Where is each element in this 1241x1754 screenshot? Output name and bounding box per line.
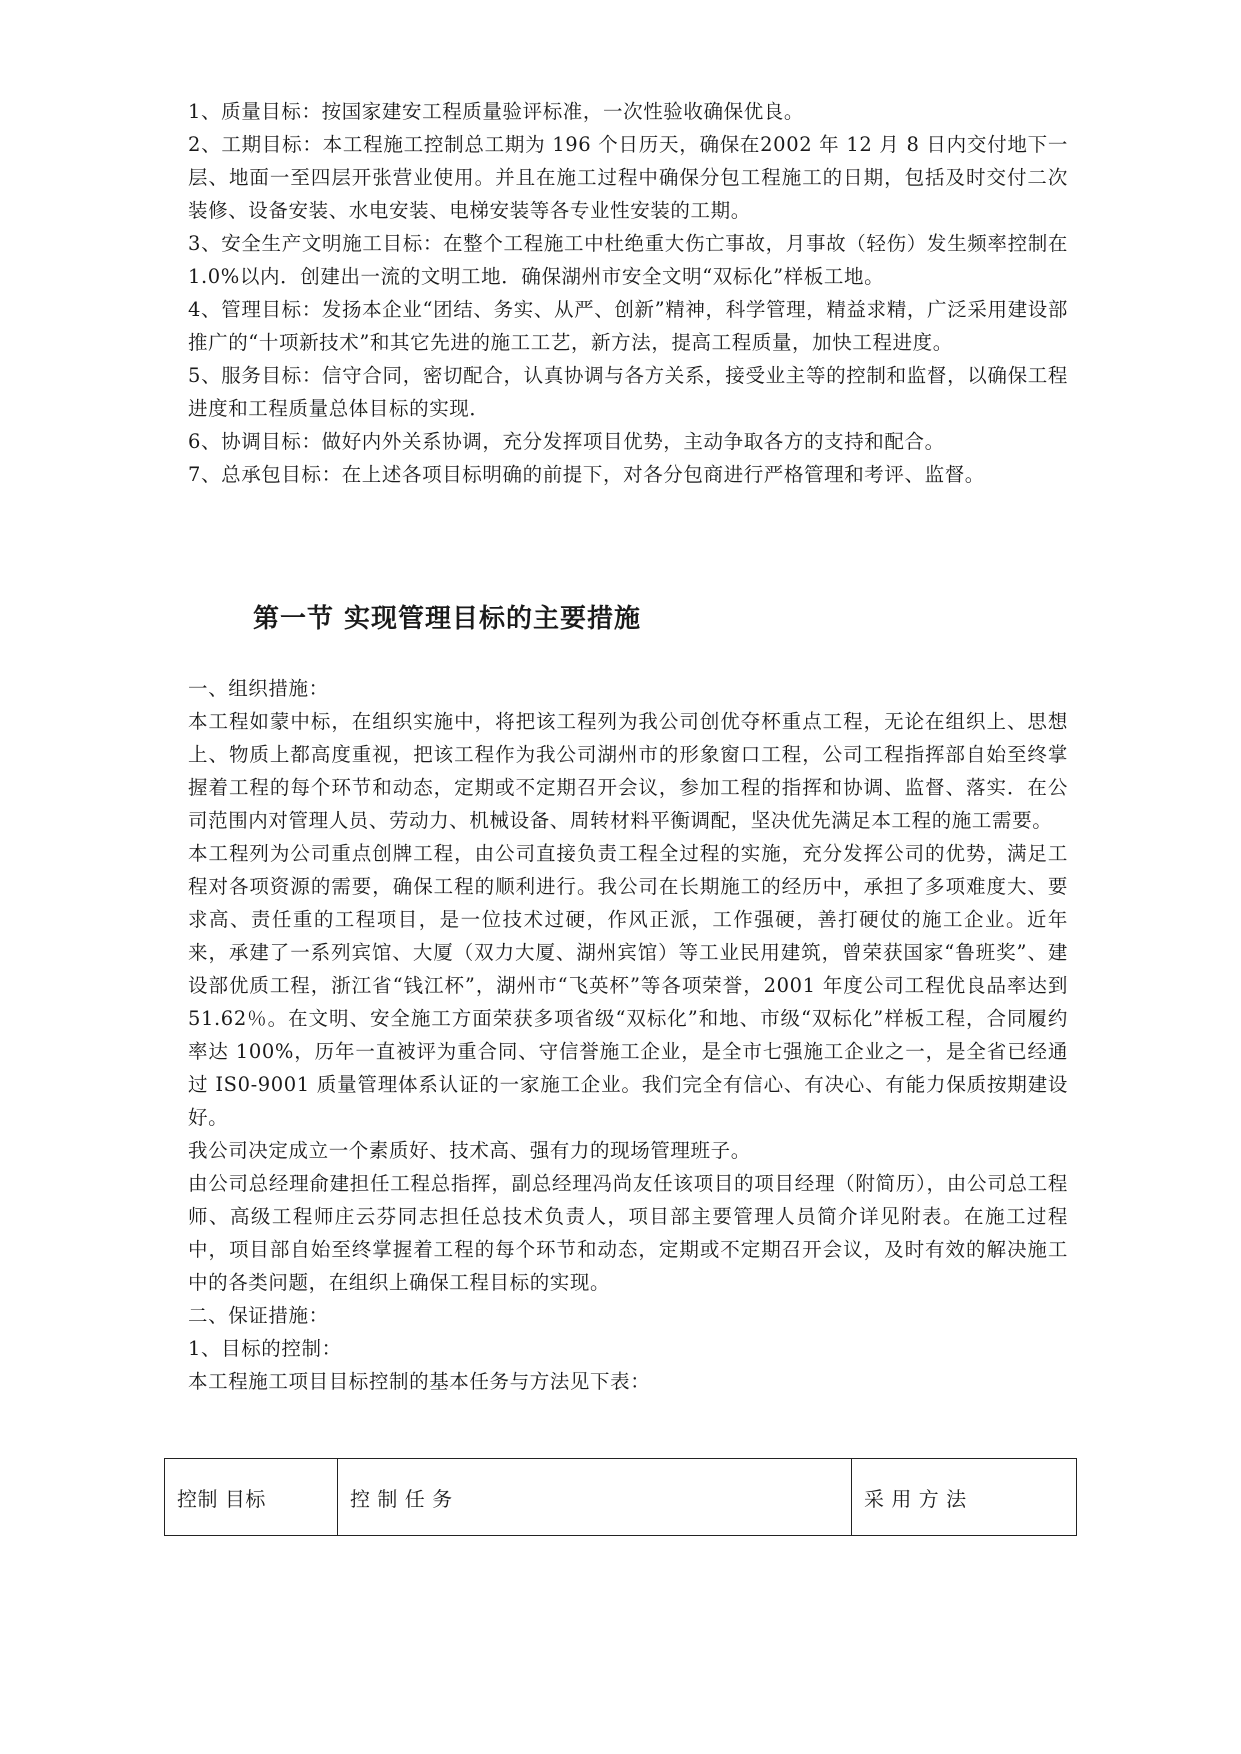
table-header-control-target: 控制 目标 bbox=[165, 1459, 338, 1535]
goal-item-coordination: 6、协调目标：做好内外关系协调，充分发挥项目优势，主动争取各方的支持和配合。 bbox=[188, 430, 945, 453]
goal-item-management: 4、管理目标：发扬本企业“团结、务实、从严、创新”精神，科学管理，精益求精，广泛采用建设部推广的“十项新技术”和其它先进的施工工艺，新方法，提高工程质量，加快工程进度。 bbox=[188, 298, 1068, 354]
paragraph: 本工程施工项目目标控制的基本任务与方法见下表： bbox=[188, 1370, 651, 1393]
goal-item-schedule: 2、工期目标：本工程施工控制总工期为 196 个日历天，确保在2002 年 12 月 8 日内交付地下一层、地面一至四层开张营业使用。并且在施工过程中确保分包工程施工的日期，包括及时交付二次装修、设备安装、水电安装、电梯安装等各专业性安装的工期。 bbox=[188, 133, 1068, 222]
paragraph: 我公司决定成立一个素质好、技术高、强有力的现场管理班子。 bbox=[188, 1139, 751, 1162]
table-header-control-task: 控 制 任 务 bbox=[338, 1459, 852, 1535]
paragraph: 本工程列为公司重点创牌工程，由公司直接负责工程全过程的实施，充分发挥公司的优势，满足工程对各项资源的需要，确保工程的顺利进行。我公司在长期施工的经历中，承担了多项难度大、要求高、责任重的工程项目，是一位技术过硬，作风正派，工作强硬，善打硬仗的施工企业。近年来，承建了一系列宾馆、大厦（双力大厦、湖州宾馆）等工业民用建筑，曾荣获国家“鲁班奖”、建设部优质工程，浙江省“钱江杯”，湖州市“飞英杯”等各项荣誉，2001 年度公司工程优良品率达到 51.62％。在文明、安全施工方面荣获多项省级“双标化”和地、市级“双标化”样板工程，合同履约率达 100%，历年一直被评为重合同、守信誉施工企业，是全市七强施工企业之一，是全省已经通过 IS0-9001 质量管理体系认证的一家施工企业。我们完全有信心、有决心、有能力保质按期建设好。 bbox=[188, 842, 1068, 1129]
subheading-guarantee: 二、保证措施： bbox=[188, 1304, 329, 1327]
goal-item-general-contract: 7、总承包目标：在上述各项目标明确的前提下，对各分包商进行严格管理和考评、监督。 bbox=[188, 463, 985, 486]
paragraph: 本工程如蒙中标，在组织实施中，将把该工程列为我公司创优夺杯重点工程，无论在组织上、思想上、物质上都高度重视，把该工程作为我公司湖州市的形象窗口工程，公司工程指挥部自始至终掌握着工程的每个环节和动态，定期或不定期召开会议，参加工程的指挥和协调、监督、落实．在公司范围内对管理人员、劳动力、机械设备、周转材料平衡调配，坚决优先满足本工程的施工需要。 bbox=[188, 710, 1068, 832]
section-title: 第一节 实现管理目标的主要措施 bbox=[253, 604, 642, 634]
goals-list bbox=[188, 95, 1068, 491]
measures-body bbox=[188, 672, 1068, 1398]
control-table-header bbox=[164, 1458, 1077, 1536]
subheading-target-control: 1、目标的控制： bbox=[188, 1337, 342, 1360]
goal-item-quality: 1、质量目标：按国家建安工程质量验评标准，一次性验收确保优良。 bbox=[188, 100, 805, 123]
table-header-method: 采 用 方 法 bbox=[864, 1486, 967, 1511]
goal-item-safety: 3、安全生产文明施工目标：在整个工程施工中杜绝重大伤亡事故，月事故（轻伤）发生频率控制在 1.0%以内．创建出一流的文明工地．确保湖州市安全文明“双标化”样板工地。 bbox=[188, 232, 1068, 288]
subheading-organization: 一、组织措施： bbox=[188, 677, 329, 700]
paragraph: 由公司总经理俞建担任工程总指挥，副总经理冯尚友任该项目的项目经理（附简历），由公司总工程师、高级工程师庄云芬同志担任总技术负责人，项目部主要管理人员简介详见附表。在施工过程中，项目部自始至终掌握着工程的每个环节和动态，定期或不定期召开会议，及时有效的解决施工中的各类问题，在组织上确保工程目标的实现。 bbox=[188, 1172, 1068, 1294]
goal-item-service: 5、服务目标：信守合同，密切配合，认真协调与各方关系，接受业主等的控制和监督，以确保工程进度和工程质量总体目标的实现． bbox=[188, 364, 1068, 420]
